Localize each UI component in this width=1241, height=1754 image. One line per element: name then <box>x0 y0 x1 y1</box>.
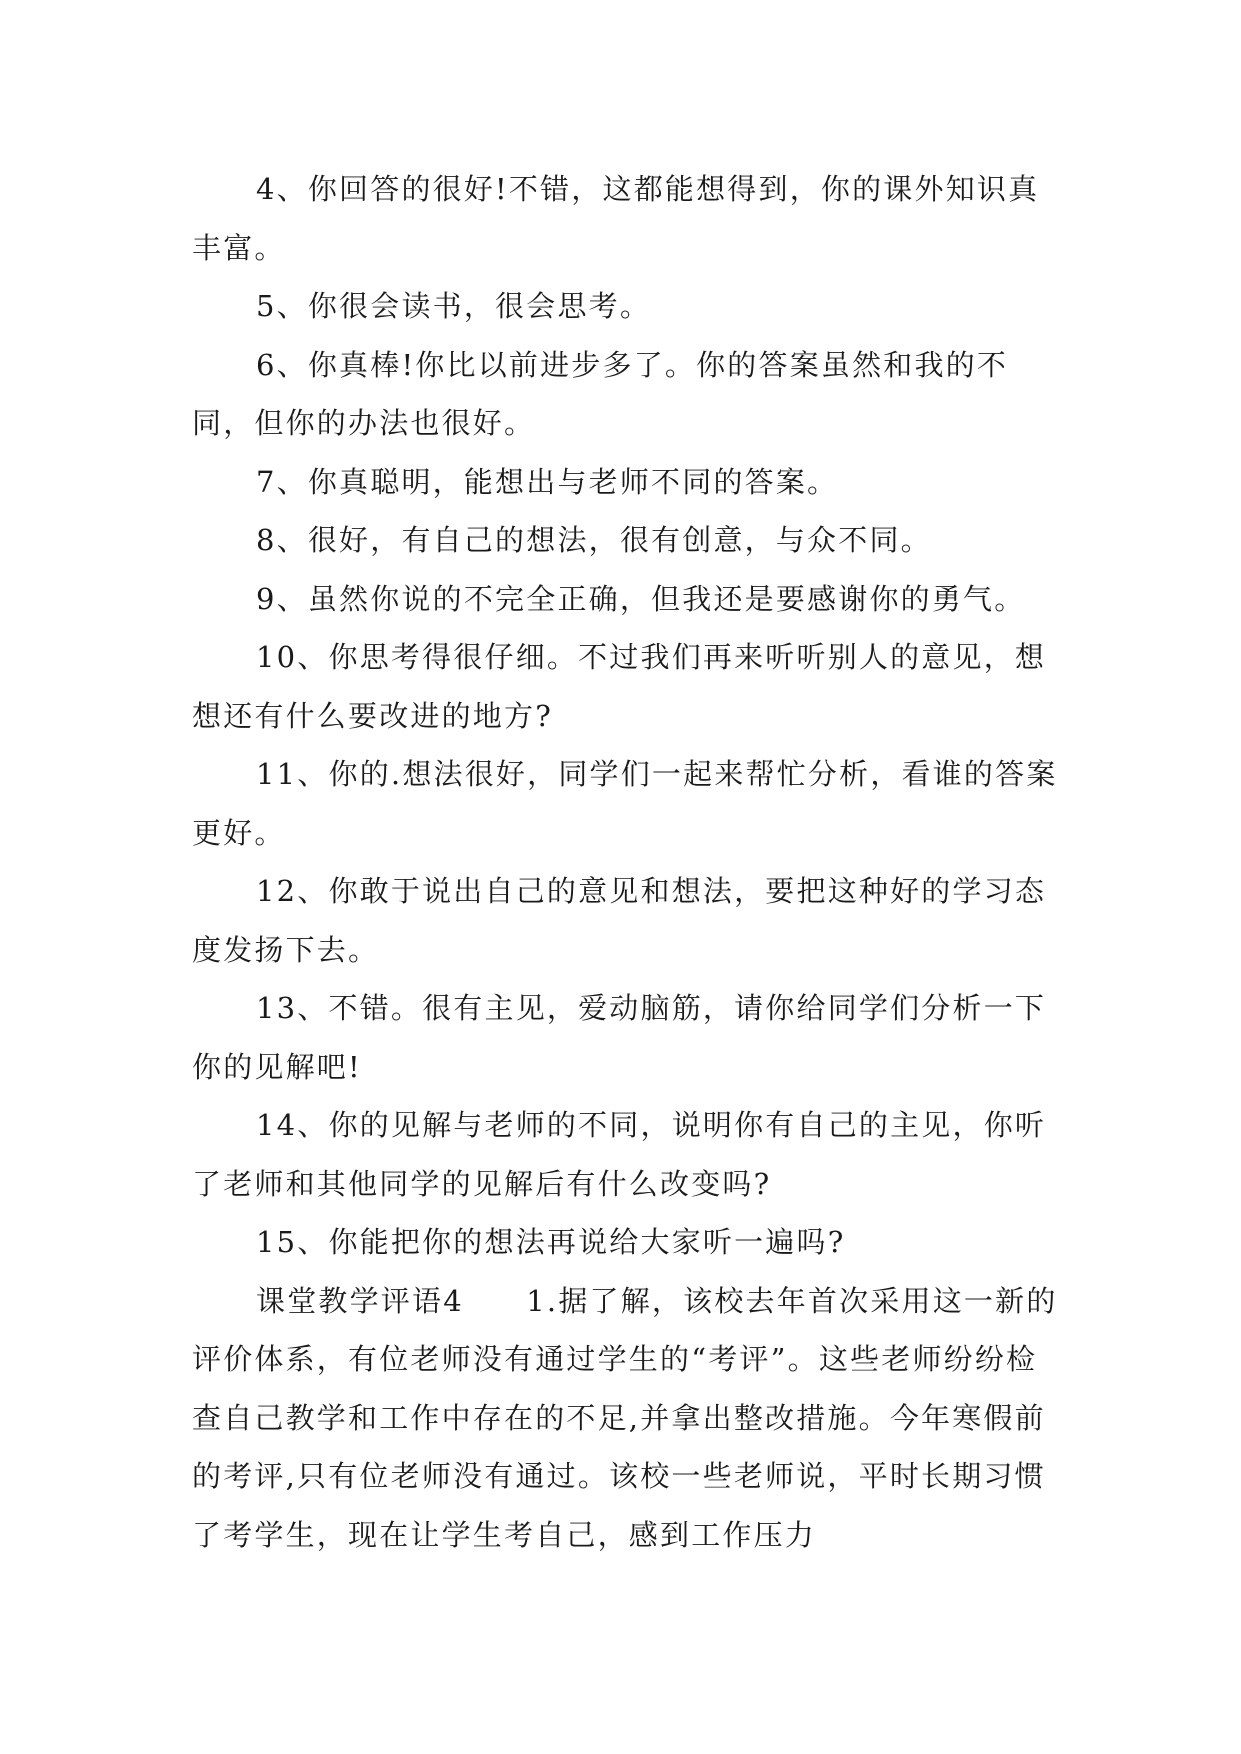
paragraph: 14、你的见解与老师的不同，说明你有自己的主见，你听了老师和其他同学的见解后有什么改变吗? <box>192 1108 1047 1201</box>
document-body <box>192 160 1062 1564</box>
paragraph: 11、你的.想法很好，同学们一起来帮忙分析，看谁的答案更好。 <box>192 757 1058 850</box>
paragraph: 6、你真棒!你比以前进步多了。你的答案虽然和我的不同，但你的办法也很好。 <box>192 347 1009 440</box>
paragraph: 5、你很会读书，很会思考。 <box>256 289 652 323</box>
paragraph: 8、很好，有自己的想法，很有创意，与众不同。 <box>256 523 932 557</box>
paragraph: 15、你能把你的想法再说给大家听一遍吗? <box>256 1225 846 1259</box>
paragraph: 12、你敢于说出自己的意见和想法，要把这种好的学习态度发扬下去。 <box>192 874 1047 967</box>
paragraph: 10、你思考得很仔细。不过我们再来听听别人的意见，想想还有什么要改进的地方? <box>192 640 1047 733</box>
paragraph: 9、虽然你说的不完全正确，但我还是要感谢你的勇气。 <box>256 581 1026 616</box>
paragraph: 13、不错。很有主见，爱动脑筋，请你给同学们分析一下你的见解吧! <box>192 991 1047 1084</box>
paragraph: 课堂教学评语4 1.据了解，该校去年首次采用这一新的评价体系，有位老师没有通过学生的“考评”。这些老师纷纷检查自己教学和工作中存在的不足,并拿出整改措施。今年寒假前的考评,只有位老师没有通过。该校一些老师说，平时长期习惯了考学生，现在让学生考自己，感到工作压力 <box>192 1283 1058 1552</box>
paragraph: 4、你回答的很好!不错，这都能想得到，你的课外知识真丰富。 <box>192 172 1040 265</box>
paragraph: 7、你真聪明，能想出与老师不同的答案。 <box>256 464 839 499</box>
